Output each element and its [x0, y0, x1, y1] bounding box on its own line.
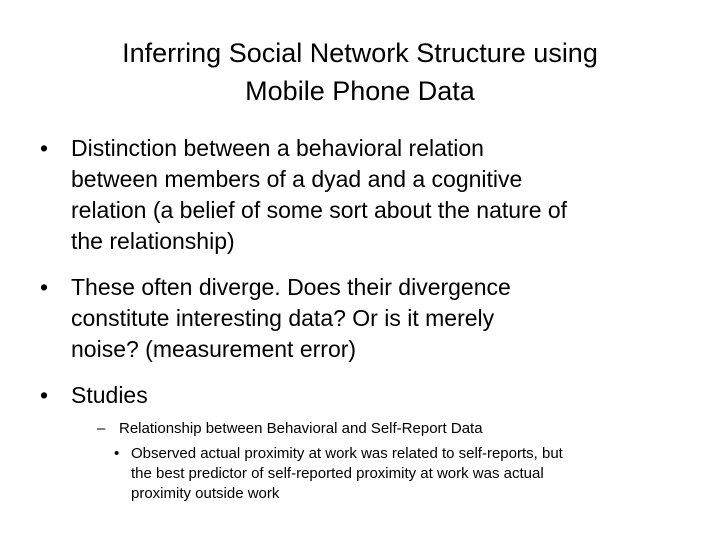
- bullet-line: constitute interesting data? Or is it merely: [71, 305, 495, 331]
- sub-sub-bullet-marker: •: [114, 445, 120, 462]
- title-line: Mobile Phone Data: [245, 76, 475, 106]
- bullet-marker: •: [40, 135, 49, 161]
- sub-sub-bullet-text: [131, 444, 691, 504]
- bullet-text: [71, 272, 711, 365]
- bullet-marker: •: [40, 382, 49, 408]
- bullet-line: noise? (measurement error): [71, 336, 357, 362]
- bullet-text: [71, 133, 711, 257]
- bullet-marker: •: [40, 274, 49, 300]
- bullet-line: the relationship): [71, 228, 235, 254]
- sub-bullet-marker: –: [97, 420, 106, 437]
- bullet-line: Distinction between a behavioral relation: [71, 135, 484, 161]
- bullet-text: [71, 380, 711, 411]
- bullet-line: Studies: [71, 382, 148, 408]
- sub-sub-bullet-line: the best predictor of self-reported proximity at work was actual: [131, 465, 544, 482]
- sub-sub-bullet-line: proximity outside work: [131, 485, 280, 502]
- bullet-line: relation (a belief of some sort about the nature of: [71, 197, 568, 223]
- bullet-line: between members of a dyad and a cognitive: [71, 166, 523, 192]
- sub-sub-bullet-line: Observed actual proximity at work was related to self-reports, but: [131, 445, 563, 462]
- bullet-line: These often diverge. Does their divergence: [71, 274, 511, 300]
- slide-title: [60, 34, 660, 110]
- title-line: Inferring Social Network Structure using: [122, 38, 598, 68]
- sub-bullet-text: Relationship between Behavioral and Self-Report Data: [119, 420, 483, 437]
